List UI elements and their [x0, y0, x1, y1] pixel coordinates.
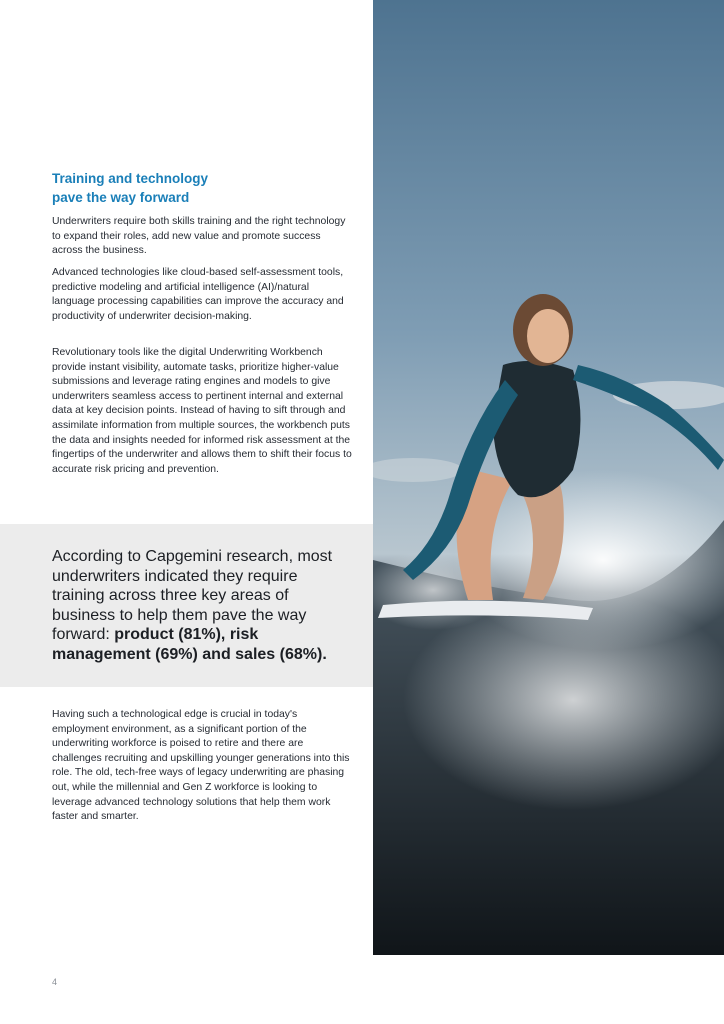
- heading-line-1: Training and technology: [52, 171, 209, 186]
- paragraph-workbench: [52, 346, 352, 483]
- paragraph-text: Revolutionary tools like the digital Underwriting Workbench provide instant visibility, automate tasks, prioritize higher-value submissions and leverage rating engines and models to give underwriters seamless access to pertinent internal and external data at key decision points. Instead of having to sift through and assimilate information from multiple sources, the workbench puts the data and insights needed for informed risk assessment at the fingertips of the underwriter and allows them to shift their focus to accurate risk pricing and prevention.: [52, 347, 352, 475]
- paragraph-text: Advanced technologies like cloud-based self-assessment tools, predictive modeling and artificial intelligence (AI)/natural language processing capabilities can improve the accuracy and productivity of underwriter decision-making.: [52, 267, 344, 322]
- section-heading: [52, 169, 352, 207]
- surfer-illustration: [373, 0, 724, 955]
- paragraph-skills: [52, 215, 352, 265]
- callout-text: According to Capgemini research, most underwriters indicated they require training across three key areas of business to help them pave the way forward:: [52, 548, 333, 644]
- paragraph-workforce: [52, 708, 352, 831]
- page-number: 4: [52, 977, 58, 987]
- paragraph-text: Underwriters require both skills training and the right technology to expand their roles, add new value and promote success across the business.: [52, 216, 346, 257]
- heading-line-2: pave the way forward: [52, 190, 190, 205]
- paragraph-technologies: [52, 266, 352, 330]
- paragraph-text: Having such a technological edge is crucial in today's employment environment, as a significant portion of the underwriting workforce is poised to retire and there are challenges recruiting and upskilling younger generations into this role. The old, tech-free ways of legacy underwriting are phasing out, while the millennial and Gen Z workforce is looking to leverage advanced technology solutions that help them work faster and smarter.: [52, 709, 350, 823]
- callout-quote: [52, 547, 352, 665]
- surfer-photo: [373, 0, 724, 955]
- callout-emphasis: product (81%), risk management (69%) and sales (68%).: [52, 626, 327, 663]
